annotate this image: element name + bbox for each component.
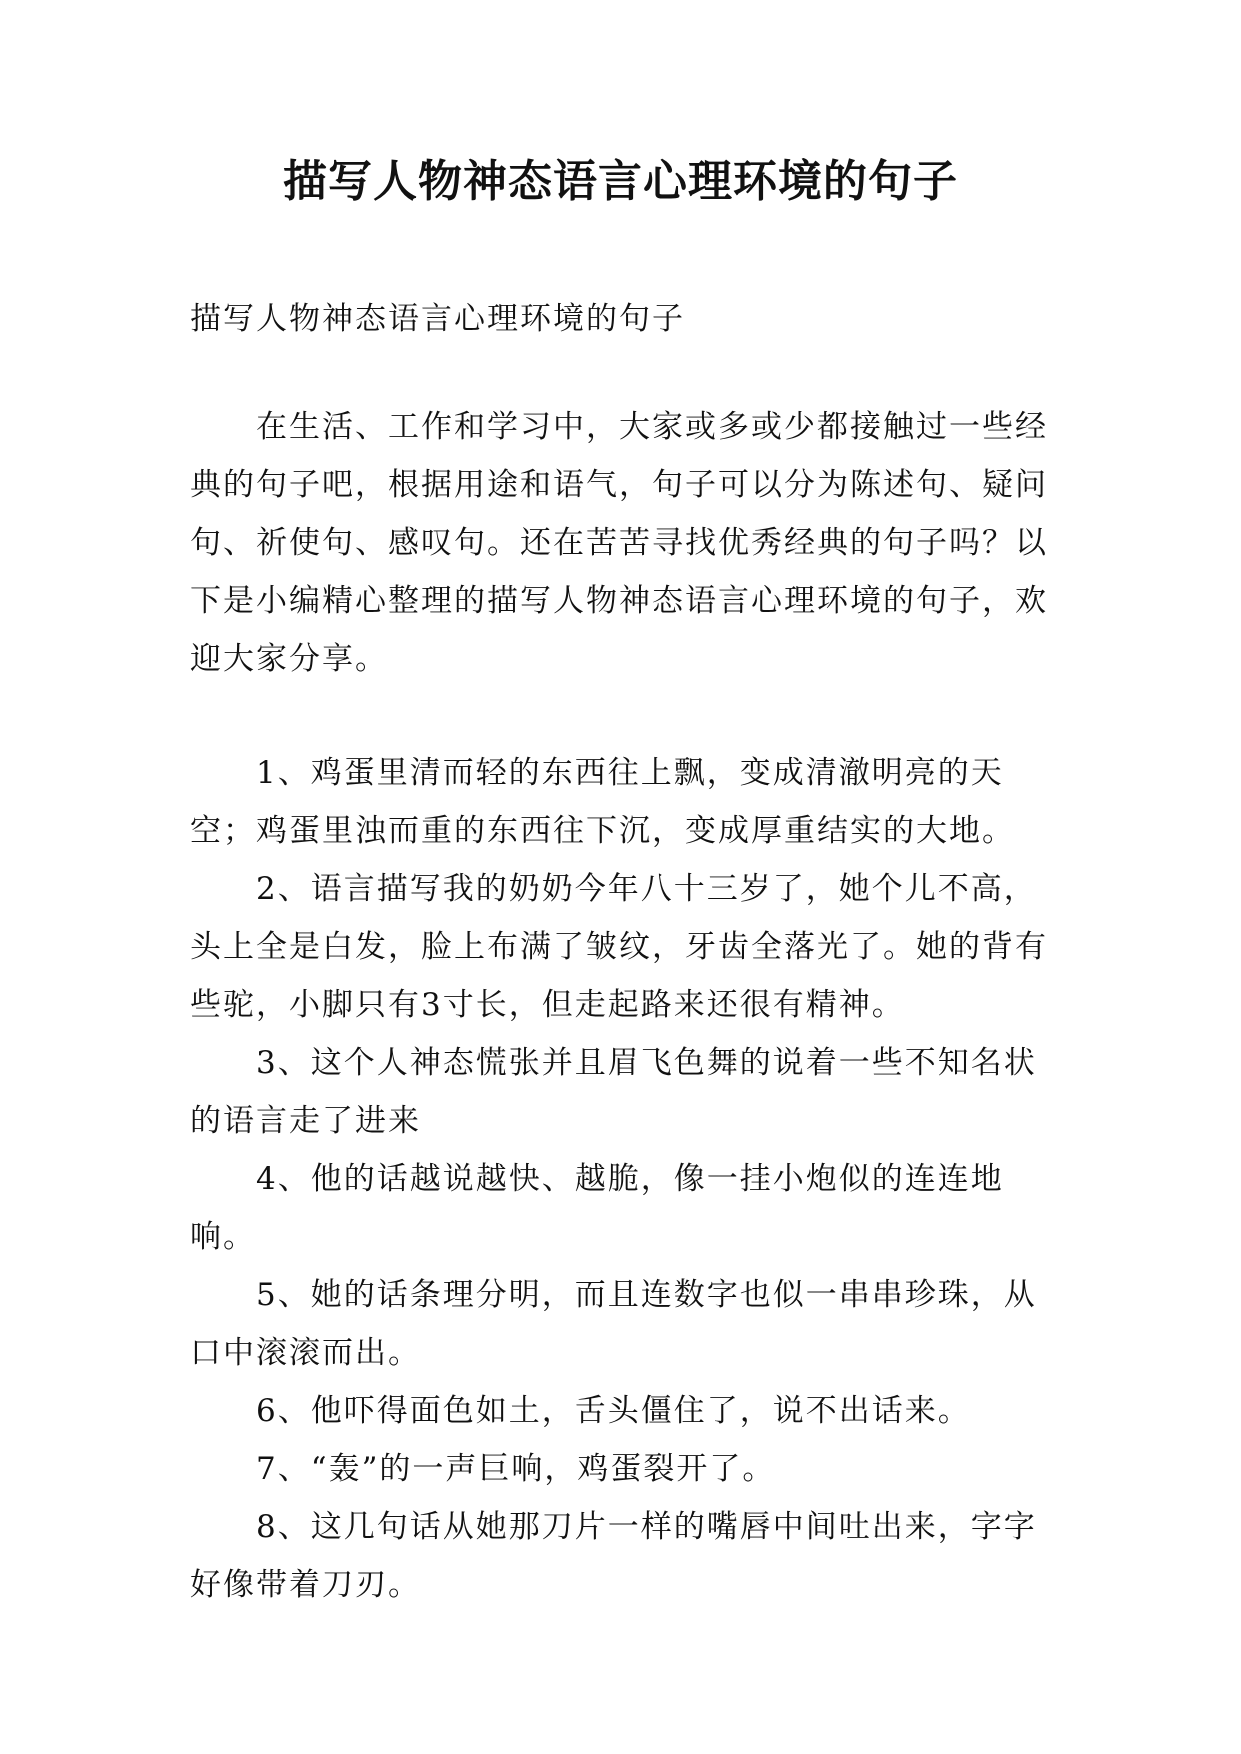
list-item: 8、这几句话从她那刀片一样的嘴唇中间吐出来，字字好像带着刀刃。 [190, 1509, 1037, 1603]
document-subtitle: 描写人物神态语言心理环境的句子 [190, 301, 685, 337]
list-item: 1、鸡蛋里清而轻的东西往上飘，变成清澈明亮的天空；鸡蛋里浊而重的东西往下沉，变成厚重结实的大地。 [190, 755, 1015, 849]
list-item: 6、他吓得面色如土，舌头僵住了，说不出话来。 [256, 1393, 971, 1429]
list-item: 7、“轰”的一声巨响，鸡蛋裂开了。 [256, 1451, 776, 1487]
list-item: 4、他的话越说越快、越脆，像一挂小炮似的连连地响。 [190, 1161, 1004, 1255]
document-body [190, 290, 1066, 1614]
list-item: 2、语言描写我的奶奶今年八十三岁了，她个儿不高，头上全是白发，脸上布满了皱纹，牙齿全落光了。她的背有些驼，小脚只有3寸长，但走起路来还很有精神。 [190, 871, 1048, 1023]
document-title: 描写人物神态语言心理环境的句子 [283, 156, 958, 207]
list-item: 3、这个人神态慌张并且眉飞色舞的说着一些不知名状的语言走了进来 [190, 1045, 1037, 1139]
intro-paragraph: 在生活、工作和学习中，大家或多或少都接触过一些经典的句子吧，根据用途和语气，句子可以分为陈述句、疑问句、祈使句、感叹句。还在苦苦寻找优秀经典的句子吗？以下是小编精心整理的描写人物神态语言心理环境的句子，欢迎大家分享。 [190, 409, 1048, 677]
list-item: 5、她的话条理分明，而且连数字也似一串串珍珠，从口中滚滚而出。 [190, 1277, 1037, 1371]
